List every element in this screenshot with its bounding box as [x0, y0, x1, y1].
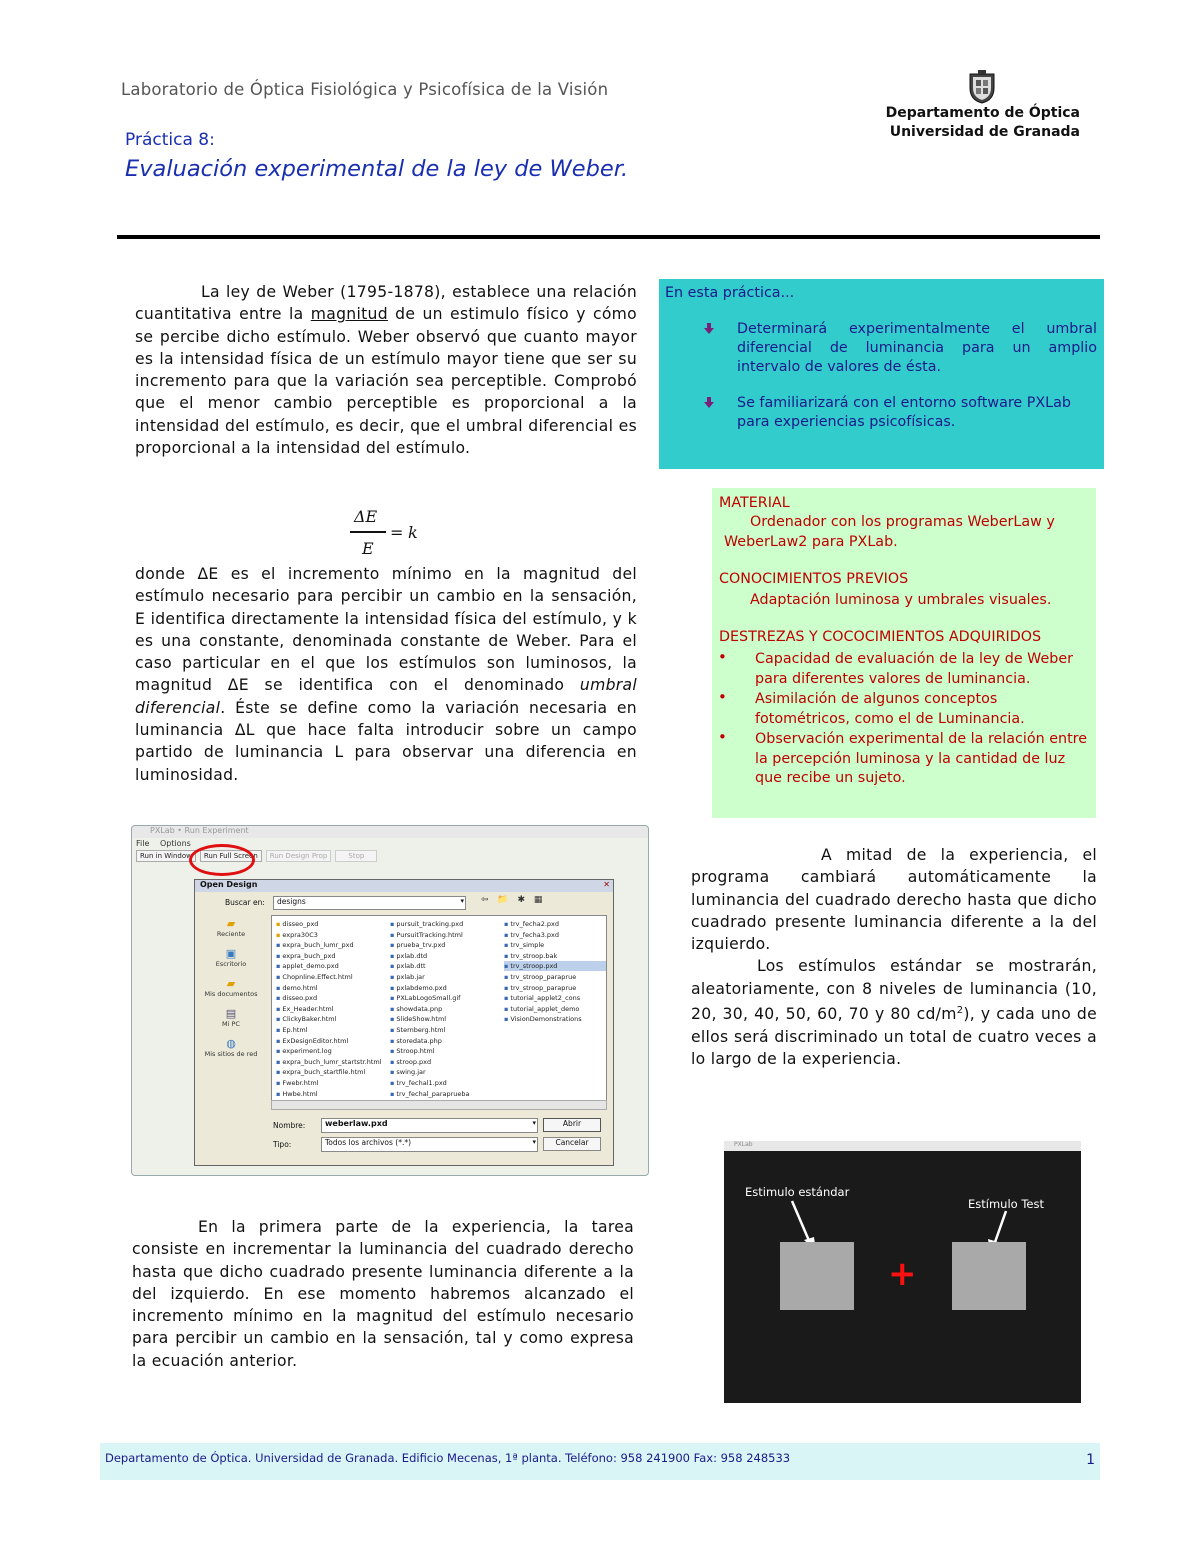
file-item[interactable]	[390, 1046, 498, 1056]
file-item[interactable]	[390, 940, 498, 950]
file-icon: ▪	[390, 994, 395, 1003]
file-name: pxlab.dtt	[396, 962, 426, 971]
file-icon: ▪	[504, 983, 509, 992]
file-item[interactable]	[276, 993, 384, 1003]
stop-button[interactable]: Stop	[335, 850, 377, 862]
file-name: ExDesignEditor.html	[282, 1036, 349, 1045]
dialog-close-icon[interactable]: ✕	[603, 880, 610, 889]
file-icon: ▪	[276, 1079, 281, 1087]
file-name: expra_buch_lumr_pxd	[282, 941, 354, 950]
file-item[interactable]	[504, 940, 607, 950]
file-icon: ▪	[504, 1015, 509, 1024]
file-item[interactable]	[504, 919, 607, 929]
previos-text: Adaptación luminosa y umbrales visuales.	[750, 592, 1052, 608]
file-item[interactable]	[276, 1046, 384, 1056]
file-icon: ▪	[276, 1036, 281, 1045]
file-item[interactable]	[276, 1004, 384, 1014]
pxlab-screenshot	[131, 825, 649, 1176]
file-name: SlideShow.html	[396, 1015, 447, 1024]
file-item[interactable]	[390, 1089, 498, 1099]
dialog-nav-icons[interactable]: ⇦ 📁 ✱ ▦	[481, 895, 546, 905]
desktop-icon: ▣	[225, 947, 237, 960]
file-item[interactable]	[390, 930, 498, 940]
file-name: pursuit_tracking.pxd	[396, 920, 464, 928]
place-documents[interactable]: ▰ Mis documentos	[201, 977, 261, 1007]
bullet-icon: •	[718, 728, 727, 746]
file-item[interactable]	[390, 1004, 498, 1014]
file-name: trv_fecha2.pxd	[510, 920, 559, 928]
file-icon: ▪	[390, 1004, 395, 1013]
file-name: disseo_pxd	[282, 920, 319, 928]
place-recent[interactable]: ▰ Reciente	[201, 917, 261, 947]
levels-text: Los estímulos estándar se mostrarán, aleatoriamente, con 8 niveles de luminancia (10, 20, 30, 40, 50, 60, 70 y 80 cd/m	[691, 957, 1097, 1024]
place-my-pc[interactable]: ▤ Mi PC	[201, 1007, 261, 1037]
file-icon: ▪	[276, 920, 281, 928]
documents-icon: ▰	[226, 977, 236, 990]
file-name: PXLabLogoSmall.gif	[396, 994, 461, 1003]
fixation-cross: +	[888, 1254, 917, 1294]
university-crest-icon	[964, 70, 1000, 104]
destrezas-heading: DESTREZAS Y COCOCIMIENTOS ADQUIRIDOS	[719, 629, 1042, 645]
previos-heading: CONOCIMIENTOS PREVIOS	[719, 571, 909, 587]
file-name: showdata.pnp	[396, 1004, 443, 1013]
lab-title: Laboratorio de Óptica Fisiológica y Psicofísica de la Visión	[121, 80, 609, 99]
file-name: PursuitTracking.html	[396, 930, 463, 939]
file-name: Hwbe.html	[282, 1089, 318, 1098]
file-item[interactable]	[276, 972, 384, 982]
file-name: trv_fechal_paraprueba	[396, 1089, 470, 1098]
horizontal-scrollbar[interactable]	[271, 1100, 607, 1110]
right-paragraphs	[691, 844, 1097, 1070]
bullet-icon: •	[718, 648, 727, 666]
cancel-button[interactable]: Cancelar	[543, 1137, 601, 1151]
file-item[interactable]	[504, 930, 607, 940]
midpoint-text: A mitad de la experiencia, el programa cambiará automáticamente la luminancia del cuadrado derecho hasta que dicho cuadrado presente luminancia diferente a la del izquierdo.	[691, 846, 1097, 954]
objective-item-1: Determinará experimentalmente el umbral diferencial de luminancia para un amplio intervalo de valores de ésta.	[737, 321, 1097, 375]
test-stimulus-square	[952, 1242, 1026, 1310]
formula-equals: =	[390, 523, 404, 542]
file-name: expra_buch_pxd	[282, 951, 336, 960]
material-box	[712, 488, 1096, 818]
file-name: tutorial_applet2_cons	[510, 994, 581, 1003]
objectives-heading: En esta práctica...	[665, 285, 795, 301]
file-item[interactable]	[276, 1067, 384, 1077]
arrow-bullet-icon	[704, 323, 714, 334]
file-item[interactable]	[276, 919, 384, 929]
dialog-title: Open Design	[200, 880, 258, 889]
menu-file[interactable]: File	[136, 839, 150, 848]
chevron-down-icon: ▾	[532, 1138, 536, 1146]
file-name: applet_demo.pxd	[282, 962, 339, 971]
material-text: Ordenador con los programas WeberLaw y WeberLaw2 para PXLab.	[724, 514, 1055, 550]
file-name: trv_stroop_paraprue	[510, 973, 577, 981]
filetype-select[interactable]	[321, 1137, 538, 1152]
computer-icon: ▤	[225, 1007, 237, 1020]
intro-paragraph	[135, 281, 637, 459]
file-name: stroop.pxd	[396, 1057, 432, 1066]
file-name: Ex_Header.html	[282, 1004, 334, 1013]
file-icon: ▪	[276, 941, 281, 950]
file-icon: ▪	[390, 1036, 395, 1045]
destreza-item-3: Observación experimental de la relación entre la percepción luminosa y la cantidad de luz que recibe un sujeto.	[755, 731, 1088, 786]
intro-text-rest: de un estimulo físico y cómo se percibe dicho estímulo. Weber observó que cuanto mayor es la intensidad física de un estímulo mayor tiene que ser su incremento para que la variación sea perceptible. Comprobó que el menor cambio perceptible es proporcional a la intensidad del estímulo, es decir, que el umbral diferencial es proporcional a la intensidad del estímulo.	[135, 305, 637, 458]
file-icon: ▪	[504, 941, 509, 950]
label-standard: Estimulo estándar	[745, 1185, 850, 1199]
objective-item-2: Se familiarizará con el entorno software PXLab para experiencias psicofísicas.	[737, 395, 1071, 430]
file-icon: ▪	[504, 1004, 509, 1013]
file-item[interactable]	[390, 951, 498, 961]
file-icon: ▪	[276, 973, 281, 981]
file-name: tutorial_applet_demo	[510, 1004, 580, 1013]
file-item[interactable]	[276, 1078, 384, 1088]
dialog-titlebar	[195, 880, 613, 892]
window-titlebar	[132, 826, 648, 838]
file-name: Stroop.html	[396, 1047, 435, 1056]
file-name: swing.jar	[396, 1068, 426, 1077]
file-icon: ▪	[276, 1047, 281, 1056]
file-item[interactable]	[276, 951, 384, 961]
file-item[interactable]	[504, 983, 607, 993]
file-name: experiment.log	[282, 1047, 332, 1056]
file-icon: ▪	[390, 941, 395, 950]
file-icon: ▪	[390, 983, 395, 992]
file-icon: ▪	[390, 1079, 395, 1087]
open-button[interactable]: Abrir	[543, 1118, 601, 1132]
practica-number: Práctica 8:	[125, 130, 215, 150]
file-name: trv_stroop.bak	[510, 951, 558, 960]
levels-paragraph	[691, 955, 1097, 1070]
file-icon: ▪	[504, 920, 509, 928]
menu-bar	[136, 839, 191, 848]
university-name: Universidad de Granada	[889, 124, 1080, 140]
file-icon: ▪	[390, 1015, 395, 1024]
file-icon: ▪	[276, 1068, 281, 1077]
file-name: VisionDemonstrations	[510, 1015, 582, 1024]
run-design-button[interactable]: Run Design Prop	[266, 850, 332, 862]
magnitud-underlined: magnitud	[310, 305, 388, 324]
file-item[interactable]	[390, 1036, 498, 1046]
chevron-down-icon: ▾	[460, 897, 464, 905]
first-part-text: En la primera parte de la experiencia, la tarea consiste en incrementar la luminancia del cuadrado derecho hasta que dicho cuadrado presente luminancia diferente a la del izquierdo. En ese momento habremos alcanzado el incremento mínimo en la magnitud del estímulo necesario para percibir un cambio en la sensación, tal y como expresa la ecuación anterior.	[132, 1218, 634, 1370]
file-icon: ▪	[504, 973, 509, 981]
run-full-screen-button[interactable]: Run Full Screen	[200, 850, 262, 862]
file-name: Chopnline.Effect.html	[282, 973, 353, 981]
filename-label: Nombre:	[273, 1121, 306, 1130]
page-footer	[100, 1443, 1100, 1480]
file-icon: ▪	[504, 930, 509, 939]
definition-paragraph	[135, 563, 637, 786]
header-rule	[117, 235, 1100, 239]
file-name: pxlab.jar	[396, 973, 425, 981]
destreza-item-1: Capacidad de evaluación de la ley de Weber para diferentes valores de luminancia.	[755, 651, 1074, 687]
file-icon: ▪	[276, 930, 281, 939]
file-item[interactable]	[276, 1089, 384, 1099]
label-test: Estímulo Test	[968, 1197, 1044, 1211]
place-network[interactable]: ◍ Mis sitios de red	[201, 1037, 261, 1067]
file-name: trv_simple	[510, 941, 545, 950]
file-icon: ▪	[276, 1004, 281, 1013]
window-title: PXLab • Run Experiment	[150, 826, 249, 835]
material-heading: MATERIAL	[719, 495, 790, 511]
arrow-bullet-icon	[704, 397, 714, 408]
filetype-value: Todos los archivos (*.*)	[325, 1138, 412, 1147]
file-icon: ▪	[504, 951, 509, 960]
places-sidebar	[201, 915, 261, 1067]
first-part-paragraph	[132, 1216, 634, 1372]
levels-superscript: 2	[956, 1005, 964, 1017]
file-icon: ▪	[276, 994, 281, 1003]
file-item[interactable]	[276, 983, 384, 993]
filename-input[interactable]	[321, 1118, 538, 1133]
file-item[interactable]	[276, 940, 384, 950]
file-name: storedata.php	[396, 1036, 442, 1045]
department-block	[850, 104, 1080, 142]
destreza-item-2: Asimilación de algunos conceptos fotométricos, como el de Luminancia.	[755, 691, 1025, 727]
lookin-select[interactable]	[273, 896, 466, 910]
file-icon: ▪	[390, 1026, 395, 1034]
filename-value: weberlaw.pxd	[325, 1119, 388, 1128]
stimulus-window-title: PXLab	[734, 1141, 753, 1148]
file-name: trv_fecha3.pxd	[510, 930, 559, 939]
file-item[interactable]	[504, 961, 607, 971]
chevron-down-icon: ▾	[532, 1119, 536, 1127]
file-icon: ▪	[390, 962, 395, 971]
stimulus-figure	[724, 1141, 1081, 1403]
file-icon: ▪	[276, 1089, 281, 1098]
folder-icon: ▰	[226, 917, 236, 930]
file-item[interactable]	[390, 1078, 498, 1088]
file-icon: ▪	[276, 962, 281, 971]
file-icon: ▪	[390, 930, 395, 939]
file-list	[271, 915, 607, 1107]
file-icon: ▪	[276, 1057, 281, 1066]
file-item[interactable]	[390, 1067, 498, 1077]
formula-fraction-line	[350, 531, 386, 533]
file-item[interactable]	[390, 919, 498, 929]
umbral-diferencial-emphasis: umbral diferencial	[135, 676, 637, 717]
file-item[interactable]	[390, 1025, 498, 1035]
file-name: expra_buch_lumr_startstr.html	[282, 1057, 382, 1066]
file-item[interactable]	[276, 1036, 384, 1046]
file-name: expra30C3	[282, 930, 318, 939]
standard-stimulus-square	[780, 1242, 854, 1310]
formula-constant: k	[408, 523, 418, 542]
lookin-label: Buscar en:	[225, 898, 265, 907]
run-in-window-button[interactable]: Run in Window	[136, 850, 196, 862]
file-name: trv_stroop_paraprue	[510, 983, 577, 992]
file-name: ClickyBaker.html	[282, 1015, 337, 1024]
file-name: expra_buch_startfile.html	[282, 1068, 366, 1077]
lookin-value: designs	[277, 897, 306, 906]
place-desktop[interactable]: ▣ Escritorio	[201, 947, 261, 977]
filetype-label: Tipo:	[273, 1140, 292, 1149]
file-icon: ▪	[504, 962, 509, 971]
file-name: Sternberg.html	[396, 1026, 446, 1034]
definition-text: donde ΔE es el incremento mínimo en la magnitud del estímulo necesario para percibir un cambio en la sensación, E identifica directamente la intensidad física del estímulo, y k es una constante, denominada constante de Weber. Para el caso particular en el que los estímulos son luminosos, la magnitud ΔE se identifica con el denominado	[135, 565, 637, 695]
file-item[interactable]	[390, 961, 498, 971]
file-name: Fwebr.html	[282, 1079, 319, 1087]
file-icon: ▪	[390, 1047, 395, 1056]
levels-text-rest: ), y cada uno de ellos será discriminado un total de cuatro veces a lo largo de la experiencia.	[691, 1005, 1097, 1068]
file-icon: ▪	[390, 973, 395, 981]
open-design-dialog	[194, 879, 614, 1166]
file-icon: ▪	[390, 1068, 395, 1077]
footer-address: Departamento de Óptica. Universidad de Granada. Edificio Mecenas, 1ª planta. Teléfono: 958 241900 Fax: 958 248533	[105, 1451, 791, 1465]
file-icon: ▪	[504, 994, 509, 1003]
file-item[interactable]	[276, 930, 384, 940]
file-name: demo.html	[282, 983, 318, 992]
intro-text: La ley de Weber (1795-1878), establece una relación cuantitativa entre la	[135, 283, 637, 324]
file-item[interactable]	[504, 951, 607, 961]
network-icon: ◍	[226, 1037, 236, 1050]
file-item[interactable]	[276, 1014, 384, 1024]
file-icon: ▪	[276, 951, 281, 960]
file-name: Ep.html	[282, 1026, 308, 1034]
objectives-box	[659, 279, 1104, 469]
page-number: 1	[1086, 1452, 1095, 1468]
highlight-circle	[189, 844, 255, 876]
file-icon: ▪	[276, 983, 281, 992]
file-icon: ▪	[390, 920, 395, 928]
file-item[interactable]	[390, 972, 498, 982]
formula-numerator: ΔE	[354, 507, 378, 526]
file-item[interactable]	[390, 983, 498, 993]
definition-text-rest: . Éste se define como la variación necesaria en luminancia ΔL que hace falta introducir sobre un campo partido de luminancia L para observar una diferencia en luminosidad.	[135, 698, 637, 784]
formula-denominator: E	[362, 539, 374, 558]
toolbar	[136, 850, 377, 862]
menu-options[interactable]: Options	[159, 839, 191, 848]
department-name: Departamento de Óptica	[885, 105, 1080, 121]
file-icon: ▪	[390, 1057, 395, 1066]
file-item[interactable]	[390, 993, 498, 1003]
file-icon: ▪	[390, 1089, 395, 1098]
file-name: trv_fechal1.pxd	[396, 1079, 447, 1087]
file-name: prueba_trv.pxd	[396, 941, 446, 950]
file-name: trv_stroop.pxd	[510, 962, 558, 971]
page-title: Evaluación experimental de la ley de Weber.	[125, 156, 629, 182]
file-item[interactable]	[276, 961, 384, 971]
bullet-icon: •	[718, 688, 727, 706]
file-item[interactable]	[504, 972, 607, 982]
file-item[interactable]	[390, 1057, 498, 1067]
file-item[interactable]	[504, 1014, 607, 1024]
file-name: disseo.pxd	[282, 994, 318, 1003]
file-item[interactable]	[276, 1025, 384, 1035]
file-icon: ▪	[390, 951, 395, 960]
file-icon: ▪	[276, 1026, 281, 1034]
file-item[interactable]	[390, 1014, 498, 1024]
file-icon: ▪	[276, 1015, 281, 1024]
file-item[interactable]	[504, 993, 607, 1003]
file-name: pxlab.dtd	[396, 951, 428, 960]
file-item[interactable]	[276, 1057, 384, 1067]
weber-formula	[340, 505, 430, 563]
file-item[interactable]	[504, 1004, 607, 1014]
file-name: pxlabdemo.pxd	[396, 983, 447, 992]
